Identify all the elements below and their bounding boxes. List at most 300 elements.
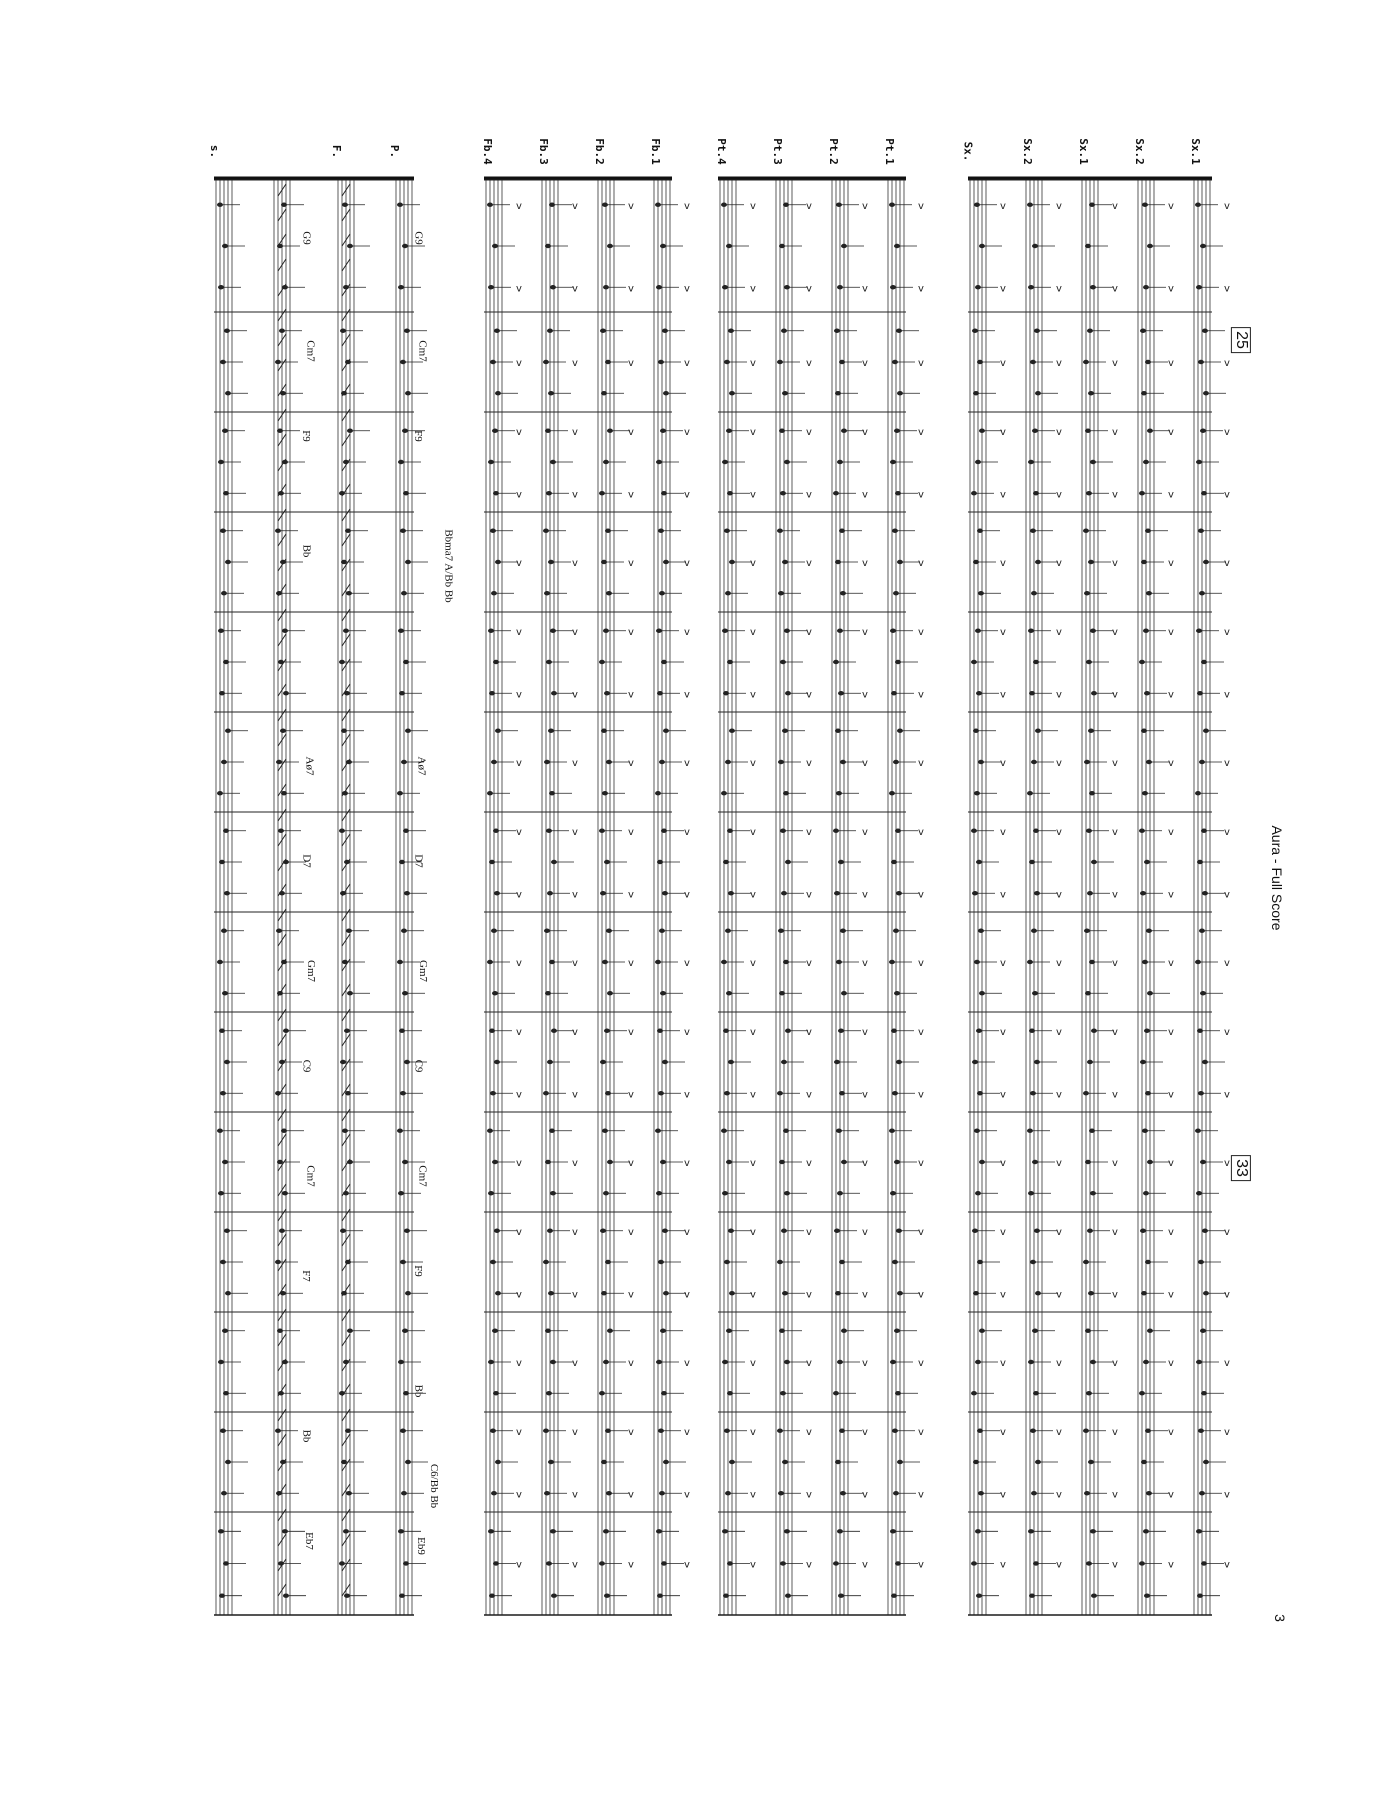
svg-text:v: v (572, 1559, 578, 1571)
svg-text:v: v (1224, 1289, 1230, 1301)
svg-text:v: v (628, 200, 634, 212)
svg-text:v: v (806, 626, 812, 638)
svg-text:v: v (516, 1559, 522, 1571)
svg-text:v: v (572, 1489, 578, 1501)
instrument-label-trombone: Fb.2 (592, 138, 606, 165)
svg-text:v: v (1056, 358, 1062, 369)
svg-text:v: v (1224, 626, 1230, 638)
svg-text:v: v (1056, 1289, 1062, 1301)
svg-text:v: v (806, 689, 812, 701)
svg-text:v: v (1056, 1089, 1062, 1101)
svg-text:v: v (918, 1426, 924, 1438)
svg-text:v: v (750, 558, 756, 569)
chord-symbol-lower: G9 (300, 231, 313, 245)
svg-text:v: v (628, 358, 634, 369)
svg-text:v: v (1112, 1226, 1118, 1238)
svg-text:v: v (572, 758, 578, 769)
svg-text:v: v (1112, 1489, 1118, 1501)
svg-text:v: v (516, 1489, 522, 1501)
svg-text:v: v (684, 1026, 690, 1038)
svg-text:v: v (918, 958, 924, 969)
svg-text:v: v (1168, 626, 1174, 638)
svg-text:v: v (628, 1426, 634, 1438)
svg-text:v: v (806, 426, 812, 438)
svg-text:v: v (1168, 1489, 1174, 1501)
instrument-label-sax: Sx.2 (1132, 138, 1146, 165)
svg-text:v: v (1000, 1026, 1006, 1038)
svg-text:v: v (1224, 1089, 1230, 1101)
instrument-label-trumpet: Pt.1 (882, 138, 896, 165)
chord-symbol-lower: Gm7 (305, 960, 317, 982)
svg-text:v: v (1056, 826, 1062, 838)
chord-symbol-lower: Bb (300, 544, 313, 558)
svg-text:v: v (1112, 1026, 1118, 1038)
svg-text:v: v (1056, 426, 1062, 438)
svg-text:v: v (572, 689, 578, 701)
svg-text:v: v (1000, 358, 1006, 369)
chord-symbol-upper: Cm7 (416, 340, 429, 362)
svg-text:v: v (1056, 1489, 1062, 1501)
svg-text:v: v (1168, 958, 1174, 969)
svg-text:v: v (1168, 426, 1174, 438)
svg-text:v: v (750, 1426, 756, 1438)
instrument-label-sax: Sx.2 (1020, 138, 1034, 165)
score-title: Aura - Full Score (1269, 825, 1285, 931)
svg-text:v: v (750, 1289, 756, 1301)
svg-text:v: v (1168, 1158, 1174, 1169)
chord-symbol-lower: F7 (299, 1270, 312, 1282)
svg-text:v: v (1000, 958, 1006, 969)
svg-text:v: v (750, 283, 756, 295)
svg-text:v: v (1168, 1089, 1174, 1101)
svg-text:v: v (572, 283, 578, 295)
svg-text:v: v (862, 626, 868, 638)
svg-text:v: v (1112, 826, 1118, 838)
svg-text:v: v (862, 958, 868, 969)
svg-text:v: v (1056, 758, 1062, 769)
svg-text:v: v (1224, 1026, 1230, 1038)
chord-symbol-upper: C6/Bb Bb (428, 1463, 441, 1509)
svg-text:v: v (516, 358, 522, 369)
svg-text:v: v (628, 1489, 634, 1501)
svg-text:v: v (1056, 1026, 1062, 1038)
svg-text:v: v (750, 426, 756, 438)
chord-symbol-upper: F9 (411, 1265, 424, 1277)
svg-text:v: v (516, 1426, 522, 1438)
svg-text:v: v (1112, 1089, 1118, 1101)
svg-text:v: v (806, 558, 812, 569)
chord-symbol-upper: Cm7 (416, 1165, 429, 1187)
svg-text:v: v (1224, 558, 1230, 569)
svg-text:v: v (1056, 558, 1062, 569)
instrument-label-rhythm: s. (208, 144, 222, 159)
svg-text:v: v (806, 1426, 812, 1438)
svg-text:v: v (1112, 1358, 1118, 1369)
rehearsal-mark-25: 25 (1231, 327, 1251, 353)
svg-text:v: v (628, 283, 634, 295)
svg-text:v: v (862, 1426, 868, 1438)
svg-text:v: v (1056, 1559, 1062, 1571)
svg-text:v: v (1000, 1089, 1006, 1101)
chord-symbol-lower: Cm7 (304, 340, 317, 362)
svg-text:v: v (516, 558, 522, 569)
svg-text:v: v (516, 1026, 522, 1038)
svg-text:v: v (684, 1358, 690, 1369)
svg-text:v: v (1224, 889, 1230, 901)
instrument-label-rhythm: P. (388, 144, 402, 159)
chord-symbol-lower: F9 (299, 430, 312, 442)
svg-text:v: v (918, 1289, 924, 1301)
svg-text:v: v (750, 1026, 756, 1038)
svg-text:v: v (628, 489, 634, 501)
svg-text:v: v (918, 889, 924, 901)
svg-text:v: v (806, 1226, 812, 1238)
svg-text:v: v (1168, 558, 1174, 569)
svg-text:v: v (572, 1358, 578, 1369)
svg-text:v: v (806, 826, 812, 838)
svg-text:v: v (750, 1158, 756, 1169)
svg-text:v: v (1056, 1158, 1062, 1169)
svg-text:v: v (684, 1089, 690, 1101)
svg-text:v: v (750, 889, 756, 901)
svg-text:v: v (1112, 489, 1118, 501)
svg-text:v: v (684, 758, 690, 769)
svg-text:v: v (516, 958, 522, 969)
svg-text:v: v (1112, 200, 1118, 212)
svg-text:v: v (1112, 1559, 1118, 1571)
svg-text:v: v (918, 1559, 924, 1571)
svg-text:v: v (806, 1489, 812, 1501)
svg-text:v: v (628, 1026, 634, 1038)
svg-text:v: v (806, 1559, 812, 1571)
svg-text:v: v (516, 689, 522, 701)
svg-text:v: v (1224, 1358, 1230, 1369)
instrument-label-sax: Sx.1 (1076, 138, 1090, 165)
svg-text:v: v (1000, 689, 1006, 701)
svg-text:v: v (628, 1089, 634, 1101)
svg-text:v: v (750, 1559, 756, 1571)
svg-text:v: v (750, 1358, 756, 1369)
svg-text:v: v (806, 758, 812, 769)
svg-text:v: v (628, 626, 634, 638)
svg-text:v: v (1000, 426, 1006, 438)
svg-text:v: v (1056, 1426, 1062, 1438)
svg-text:v: v (1168, 489, 1174, 501)
svg-text:v: v (572, 558, 578, 569)
svg-text:v: v (572, 958, 578, 969)
svg-text:v: v (1224, 426, 1230, 438)
svg-text:v: v (684, 1489, 690, 1501)
svg-text:v: v (1000, 1226, 1006, 1238)
svg-text:v: v (918, 358, 924, 369)
svg-text:v: v (1168, 200, 1174, 212)
svg-text:v: v (628, 758, 634, 769)
svg-text:v: v (516, 1289, 522, 1301)
svg-text:v: v (862, 1559, 868, 1571)
svg-text:v: v (806, 358, 812, 369)
svg-text:v: v (918, 558, 924, 569)
svg-text:v: v (628, 1358, 634, 1369)
svg-text:v: v (1000, 1559, 1006, 1571)
svg-text:v: v (1056, 689, 1062, 701)
svg-text:v: v (516, 200, 522, 212)
svg-text:v: v (1112, 558, 1118, 569)
chord-symbol-lower: Bb (300, 1429, 313, 1443)
svg-text:v: v (1224, 1559, 1230, 1571)
svg-text:v: v (684, 1426, 690, 1438)
svg-text:v: v (628, 1226, 634, 1238)
svg-text:v: v (572, 626, 578, 638)
svg-text:v: v (918, 1158, 924, 1169)
svg-text:v: v (1168, 1026, 1174, 1038)
chord-symbol-lower: C9 (300, 1059, 313, 1073)
svg-text:v: v (862, 1026, 868, 1038)
svg-text:v: v (1056, 1226, 1062, 1238)
svg-text:v: v (1224, 200, 1230, 212)
svg-text:v: v (684, 283, 690, 295)
svg-text:v: v (750, 1089, 756, 1101)
svg-text:v: v (806, 1089, 812, 1101)
svg-text:v: v (806, 1358, 812, 1369)
svg-text:v: v (684, 689, 690, 701)
svg-text:v: v (918, 1358, 924, 1369)
svg-text:v: v (1000, 758, 1006, 769)
svg-text:v: v (628, 558, 634, 569)
svg-text:v: v (1000, 558, 1006, 569)
svg-text:v: v (918, 489, 924, 501)
svg-text:v: v (572, 489, 578, 501)
svg-text:v: v (1168, 889, 1174, 901)
svg-text:v: v (572, 200, 578, 212)
svg-text:v: v (1000, 283, 1006, 295)
svg-text:v: v (1000, 1289, 1006, 1301)
svg-text:v: v (750, 958, 756, 969)
svg-text:v: v (1112, 358, 1118, 369)
svg-text:v: v (628, 1158, 634, 1169)
svg-text:v: v (806, 1158, 812, 1169)
chord-symbol-upper: Aø7 (415, 756, 428, 776)
svg-text:v: v (684, 626, 690, 638)
svg-text:v: v (572, 826, 578, 838)
svg-text:v: v (862, 1358, 868, 1369)
svg-text:v: v (806, 200, 812, 212)
svg-text:v: v (572, 1158, 578, 1169)
chord-symbol-upper: C9 (412, 1059, 425, 1073)
chord-symbol-lower: Aø7 (303, 756, 316, 776)
svg-text:v: v (862, 826, 868, 838)
svg-text:v: v (516, 626, 522, 638)
svg-text:v: v (750, 758, 756, 769)
svg-text:v: v (806, 1289, 812, 1301)
svg-text:v: v (516, 1226, 522, 1238)
svg-text:v: v (1224, 1426, 1230, 1438)
svg-text:v: v (862, 489, 868, 501)
svg-text:v: v (1000, 1426, 1006, 1438)
page-number: 3 (1271, 1614, 1288, 1622)
svg-text:v: v (516, 1358, 522, 1369)
chord-symbol-upper: Eb9 (414, 1537, 427, 1555)
svg-text:v: v (1168, 283, 1174, 295)
svg-text:v: v (684, 489, 690, 501)
svg-text:v: v (862, 558, 868, 569)
instrument-label-sax: Sx. (961, 141, 975, 162)
svg-text:v: v (684, 1158, 690, 1169)
svg-text:v: v (1168, 1289, 1174, 1301)
svg-text:v: v (572, 1226, 578, 1238)
svg-text:v: v (918, 1026, 924, 1038)
svg-text:v: v (684, 1289, 690, 1301)
chord-symbol-lower: Cm7 (304, 1165, 317, 1187)
svg-text:v: v (1168, 1559, 1174, 1571)
svg-text:v: v (1112, 889, 1118, 901)
instrument-label-trombone: Fb.3 (536, 138, 550, 165)
svg-text:v: v (1168, 358, 1174, 369)
svg-text:v: v (1000, 626, 1006, 638)
svg-text:v: v (862, 889, 868, 901)
svg-text:v: v (1056, 1358, 1062, 1369)
svg-text:v: v (806, 1026, 812, 1038)
svg-text:v: v (516, 826, 522, 838)
svg-text:v: v (750, 489, 756, 501)
instrument-label-trombone: Fb.1 (648, 138, 662, 165)
svg-text:v: v (516, 1158, 522, 1169)
svg-text:v: v (1056, 958, 1062, 969)
svg-text:v: v (516, 283, 522, 295)
svg-text:v: v (862, 358, 868, 369)
svg-text:v: v (684, 358, 690, 369)
svg-text:v: v (572, 1426, 578, 1438)
svg-text:v: v (918, 283, 924, 295)
svg-text:v: v (862, 758, 868, 769)
svg-text:v: v (806, 283, 812, 295)
chord-symbol-upper: G9 (412, 231, 425, 245)
svg-text:v: v (684, 958, 690, 969)
svg-text:v: v (1112, 689, 1118, 701)
svg-text:v: v (1056, 626, 1062, 638)
svg-text:v: v (572, 358, 578, 369)
svg-text:v: v (1112, 1158, 1118, 1169)
svg-text:v: v (1168, 689, 1174, 701)
svg-text:v: v (918, 200, 924, 212)
svg-text:v: v (1168, 826, 1174, 838)
svg-text:v: v (684, 826, 690, 838)
svg-text:v: v (1000, 489, 1006, 501)
svg-text:v: v (918, 1226, 924, 1238)
svg-text:v: v (516, 889, 522, 901)
svg-text:v: v (1168, 1426, 1174, 1438)
svg-text:v: v (628, 958, 634, 969)
svg-text:v: v (572, 889, 578, 901)
svg-text:v: v (1112, 626, 1118, 638)
svg-text:v: v (918, 1089, 924, 1101)
svg-text:v: v (1112, 758, 1118, 769)
svg-text:v: v (1112, 283, 1118, 295)
svg-text:v: v (628, 1289, 634, 1301)
svg-text:v: v (750, 200, 756, 212)
svg-text:v: v (572, 1089, 578, 1101)
svg-text:v: v (628, 689, 634, 701)
svg-text:v: v (1224, 489, 1230, 501)
svg-text:v: v (1168, 1358, 1174, 1369)
svg-text:v: v (684, 426, 690, 438)
svg-text:v: v (1056, 889, 1062, 901)
svg-text:v: v (750, 826, 756, 838)
svg-text:v: v (1112, 958, 1118, 969)
svg-text:v: v (1000, 1358, 1006, 1369)
chord-symbol-lower: D7 (300, 854, 313, 868)
svg-text:v: v (862, 200, 868, 212)
svg-text:v: v (862, 1226, 868, 1238)
svg-text:v: v (516, 489, 522, 501)
svg-text:v: v (862, 1158, 868, 1169)
svg-text:v: v (806, 489, 812, 501)
svg-text:v: v (750, 358, 756, 369)
svg-text:v: v (862, 1289, 868, 1301)
svg-text:v: v (750, 1226, 756, 1238)
svg-text:v: v (1224, 958, 1230, 969)
svg-text:v: v (750, 689, 756, 701)
chord-symbol-upper: Bbma7 A/Bb Bb (442, 529, 455, 603)
svg-text:v: v (1000, 1489, 1006, 1501)
rehearsal-mark-33: 33 (1231, 1155, 1251, 1181)
svg-text:v: v (1224, 1489, 1230, 1501)
svg-text:v: v (918, 826, 924, 838)
svg-text:v: v (1000, 826, 1006, 838)
instrument-label-trumpet: Pt.2 (826, 138, 840, 165)
svg-text:v: v (1168, 1226, 1174, 1238)
svg-text:v: v (862, 689, 868, 701)
svg-text:v: v (862, 1489, 868, 1501)
svg-text:v: v (628, 1559, 634, 1571)
svg-text:v: v (1224, 826, 1230, 838)
svg-text:v: v (1056, 200, 1062, 212)
svg-text:v: v (1056, 489, 1062, 501)
svg-text:v: v (918, 426, 924, 438)
svg-text:v: v (628, 826, 634, 838)
svg-text:v: v (572, 1289, 578, 1301)
svg-text:v: v (572, 426, 578, 438)
svg-text:v: v (684, 1226, 690, 1238)
chord-symbol-lower: Eb7 (302, 1532, 315, 1550)
svg-text:v: v (1168, 758, 1174, 769)
svg-text:v: v (1224, 758, 1230, 769)
instrument-label-trumpet: Pt.3 (770, 138, 784, 165)
svg-text:v: v (918, 758, 924, 769)
svg-text:v: v (806, 889, 812, 901)
svg-text:v: v (1112, 1426, 1118, 1438)
svg-text:v: v (1112, 426, 1118, 438)
svg-text:v: v (1224, 1226, 1230, 1238)
instrument-label-sax: Sx.1 (1188, 138, 1202, 165)
chord-symbol-upper: Bb (412, 1384, 425, 1398)
svg-text:v: v (684, 889, 690, 901)
svg-text:v: v (684, 200, 690, 212)
svg-text:v: v (918, 626, 924, 638)
svg-text:v: v (1224, 283, 1230, 295)
svg-text:v: v (1112, 1289, 1118, 1301)
svg-text:v: v (516, 426, 522, 438)
svg-text:v: v (572, 1026, 578, 1038)
svg-text:v: v (1224, 1158, 1230, 1169)
svg-text:v: v (1000, 1158, 1006, 1169)
instrument-label-rhythm: F. (330, 144, 344, 159)
svg-text:v: v (1056, 283, 1062, 295)
svg-text:v: v (862, 1089, 868, 1101)
instrument-label-trumpet: Pt.4 (714, 138, 728, 165)
chord-symbol-upper: Gm7 (417, 960, 429, 982)
svg-text:v: v (516, 1089, 522, 1101)
svg-text:v: v (862, 426, 868, 438)
